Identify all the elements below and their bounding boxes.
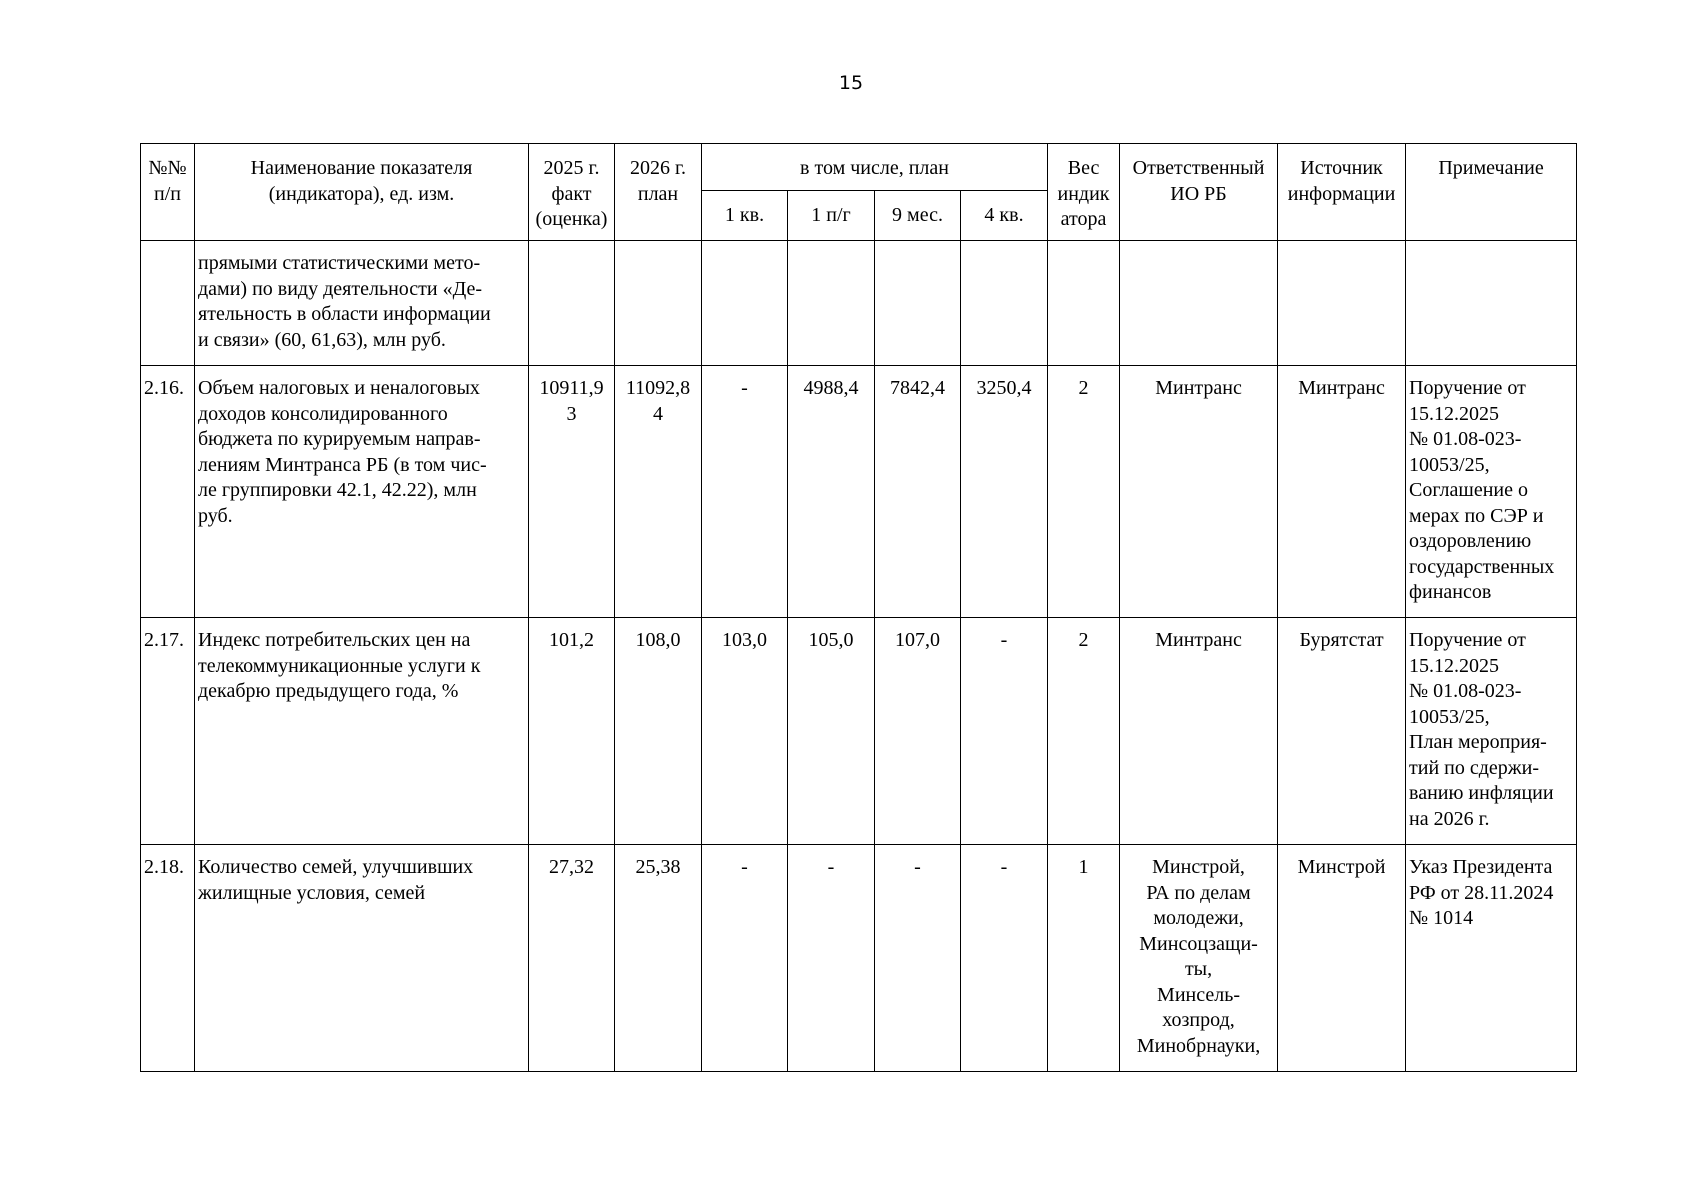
row-name: прямыми статистическими мето- дами) по виду деятельности «Де- ятельность в области информации и связи» (60, 61,63), млн руб. bbox=[195, 241, 529, 366]
row-q4 bbox=[961, 241, 1048, 366]
row-name: Количество семей, улучшивших жилищные условия, семей bbox=[195, 845, 529, 1072]
row-fact-2025: 101,2 bbox=[529, 618, 615, 845]
row-note: Указ Президента РФ от 28.11.2024 № 1014 bbox=[1406, 845, 1577, 1072]
row-note bbox=[1406, 241, 1577, 366]
row-weight bbox=[1048, 241, 1120, 366]
row-m9 bbox=[875, 241, 961, 366]
row-m9: 107,0 bbox=[875, 618, 961, 845]
row-h1: 105,0 bbox=[788, 618, 875, 845]
header-note: Примечание bbox=[1406, 144, 1577, 241]
header-weight: Вес индик атора bbox=[1048, 144, 1120, 241]
table-row bbox=[141, 845, 1577, 1072]
header-responsible: Ответственный ИО РБ bbox=[1120, 144, 1278, 241]
row-source: Минтранс bbox=[1278, 366, 1406, 618]
row-h1 bbox=[788, 241, 875, 366]
row-fact-2025: 27,32 bbox=[529, 845, 615, 1072]
header-group-plan: в том числе, план bbox=[702, 144, 1048, 191]
row-fact-2025: 10911,9 3 bbox=[529, 366, 615, 618]
table-row bbox=[141, 366, 1577, 618]
table-row bbox=[141, 241, 1577, 366]
row-responsible: Минстрой, РА по делам молодежи, Минсоцзащи- ты, Минсель- хозпрод, Минобрнауки, bbox=[1120, 845, 1278, 1072]
row-q1: - bbox=[702, 366, 788, 618]
row-source bbox=[1278, 241, 1406, 366]
row-h1: 4988,4 bbox=[788, 366, 875, 618]
row-num: 2.18. bbox=[141, 845, 195, 1072]
header-source: Источник информации bbox=[1278, 144, 1406, 241]
header-h1: 1 п/г bbox=[788, 191, 875, 241]
row-q4: 3250,4 bbox=[961, 366, 1048, 618]
row-plan-2026 bbox=[615, 241, 702, 366]
row-num bbox=[141, 241, 195, 366]
row-responsible bbox=[1120, 241, 1278, 366]
page-number: 15 bbox=[838, 72, 864, 94]
row-m9: 7842,4 bbox=[875, 366, 961, 618]
row-q1 bbox=[702, 241, 788, 366]
row-q1: 103,0 bbox=[702, 618, 788, 845]
row-num: 2.16. bbox=[141, 366, 195, 618]
row-plan-2026: 25,38 bbox=[615, 845, 702, 1072]
table-row bbox=[141, 618, 1577, 845]
row-note: Поручение от 15.12.2025 № 01.08-023- 10053/25, Соглашение о мерах по СЭР и оздоровлению государственных финансов bbox=[1406, 366, 1577, 618]
row-name: Объем налоговых и неналоговых доходов консолидированного бюджета по курируемым направ- лениям Минтранса РБ (в том чис- ле группировки 42.1, 42.22), млн руб. bbox=[195, 366, 529, 618]
row-name: Индекс потребительских цен на телекоммуникационные услуги к декабрю предыдущего года, % bbox=[195, 618, 529, 845]
header-name: Наименование показателя (индикатора), ед. изм. bbox=[195, 144, 529, 241]
indicators-table bbox=[140, 143, 1577, 1072]
row-h1: - bbox=[788, 845, 875, 1072]
row-responsible: Минтранс bbox=[1120, 366, 1278, 618]
header-q1: 1 кв. bbox=[702, 191, 788, 241]
header-q4: 4 кв. bbox=[961, 191, 1048, 241]
row-weight: 2 bbox=[1048, 366, 1120, 618]
row-plan-2026: 108,0 bbox=[615, 618, 702, 845]
row-source: Минстрой bbox=[1278, 845, 1406, 1072]
row-q4: - bbox=[961, 845, 1048, 1072]
header-m9: 9 мес. bbox=[875, 191, 961, 241]
row-num: 2.17. bbox=[141, 618, 195, 845]
header-num: №№ п/п bbox=[141, 144, 195, 241]
row-plan-2026: 11092,8 4 bbox=[615, 366, 702, 618]
row-weight: 2 bbox=[1048, 618, 1120, 845]
row-weight: 1 bbox=[1048, 845, 1120, 1072]
row-q1: - bbox=[702, 845, 788, 1072]
row-fact-2025 bbox=[529, 241, 615, 366]
row-m9: - bbox=[875, 845, 961, 1072]
row-q4: - bbox=[961, 618, 1048, 845]
header-plan-2026: 2026 г. план bbox=[615, 144, 702, 241]
row-source: Бурятстат bbox=[1278, 618, 1406, 845]
header-fact-2025: 2025 г. факт (оценка) bbox=[529, 144, 615, 241]
row-responsible: Минтранс bbox=[1120, 618, 1278, 845]
row-note: Поручение от 15.12.2025 № 01.08-023- 10053/25, План мероприя- тий по сдержи- ванию инфляции на 2026 г. bbox=[1406, 618, 1577, 845]
